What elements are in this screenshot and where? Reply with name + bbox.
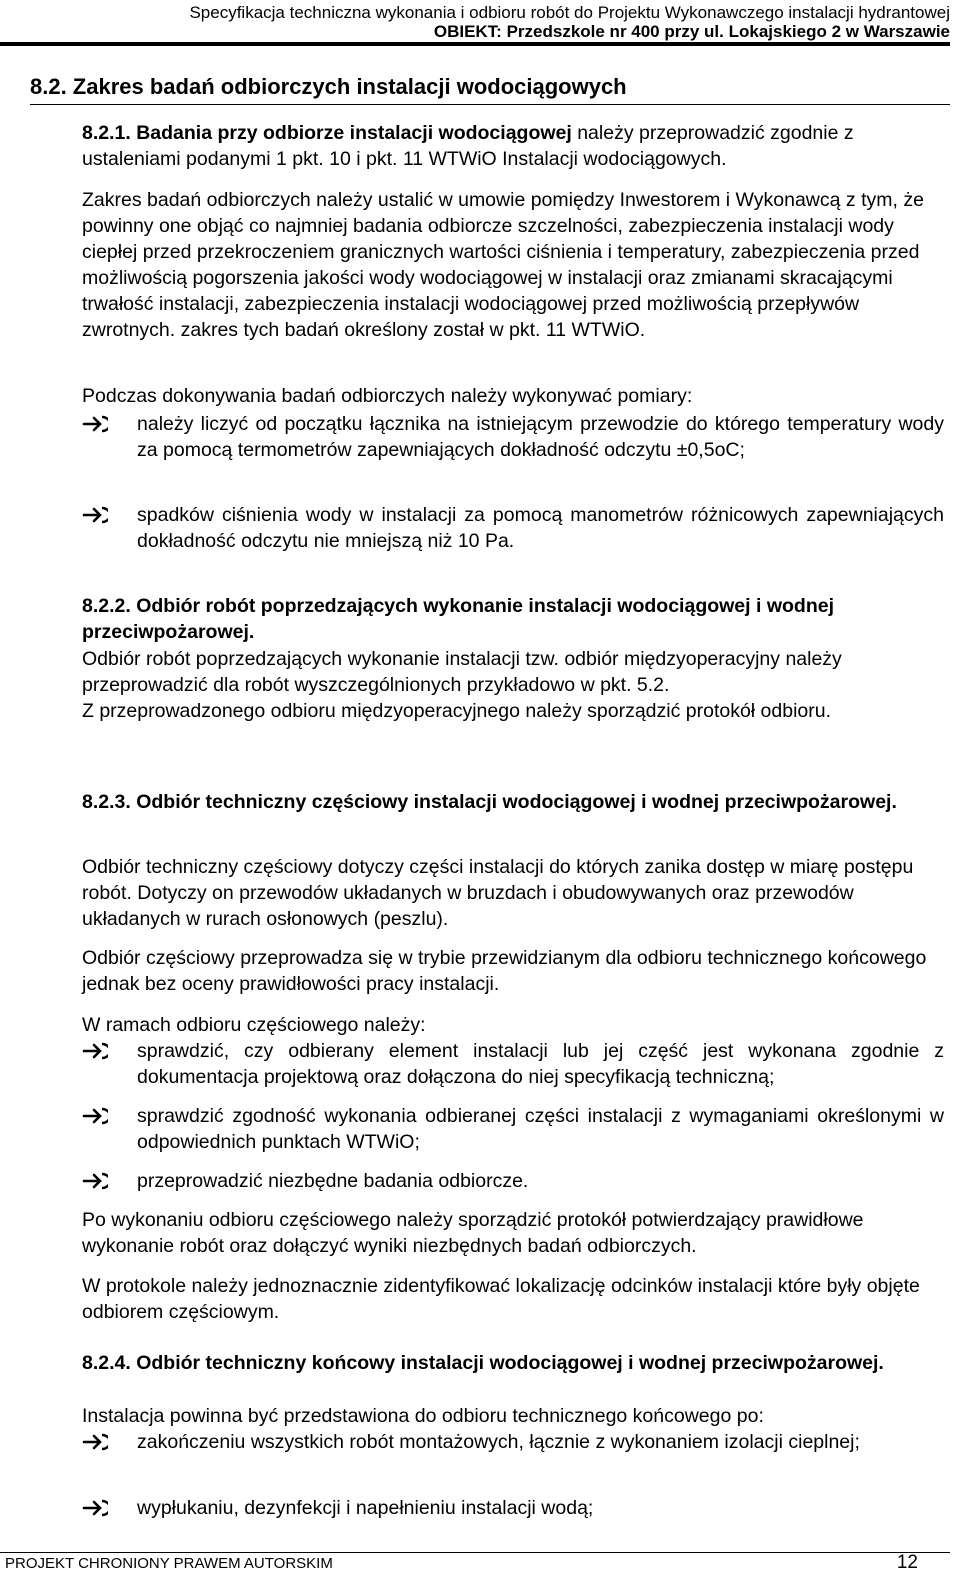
page-number: 12	[896, 1552, 918, 1573]
list-item	[82, 1495, 944, 1521]
s823-paragraph-3: W ramach odbioru częściowego należy:	[82, 1014, 426, 1036]
s821-paragraph-1: Zakres badań odbiorczych należy ustalić w umowie pomiędzy Inwestorem i Wykonawcą z tym, że powinny one objąć co najmniej badania odbiorcze szczelności, zabezpieczenia instalacji wody ciepłej przed przekroczeniem granicznych wartości ciśnienia i temperatury, zabezpieczenia przed możliwością pogorszenia jakości wody wodociągowej w instalacji oraz zmianami skracającymi trwałość instalacji, zabezpieczenia instalacji wodociągowej przed możliwością przepływów zwrotnych. zakres tych badań określony został w pkt. 11 WTWiO.	[82, 189, 924, 341]
list-item-text: należy liczyć od początku łącznika na istniejącym przewodzie do którego temperatury wody za pomocą termometrów zapewniających dokładność odczytu ±0,5oC;	[137, 413, 944, 461]
arrow-bullet-icon	[82, 415, 108, 433]
list-item-text: spadków ciśnienia wody w instalacji za pomocą manometrów różnicowych zapewniających dokładność odczytu nie mniejszą niż 10 Pa.	[137, 504, 944, 552]
s821-intro-text: należy przeprowadzić zgodnie z ustaleniami podanymi 1 pkt. 10 i pkt. 11 WTWiO Instalacji wodociągowych.	[82, 122, 854, 170]
list-item-text: sprawdzić zgodność wykonania odbieranej części instalacji z wymaganiami określonymi w odpowiednich punktach WTWiO;	[137, 1105, 944, 1153]
section-title: 8.2. Zakres badań odbiorczych instalacji wodociągowych	[30, 74, 627, 99]
arrow-bullet-icon	[82, 1107, 108, 1125]
arrow-bullet-icon	[82, 1172, 108, 1190]
s824-heading: 8.2.4. Odbiór techniczny końcowy instalacji wodociągowej i wodnej przeciwpożarowej.	[82, 1352, 884, 1374]
header-object-name: OBIEKT: Przedszkole nr 400 przy ul. Lokajskiego 2 w Warszawie	[433, 22, 950, 41]
section-divider	[30, 104, 950, 105]
s823-heading: 8.2.3. Odbiór techniczny częściowy instalacji wodociągowej i wodnej przeciwpożarowej.	[82, 791, 897, 813]
list-item	[82, 411, 944, 463]
footer-divider	[0, 1552, 950, 1553]
s823-paragraph-2: Odbiór częściowy przeprowadza się w trybie przewidzianym dla odbioru technicznego końcowego jednak bez oceny prawidłowości pracy instalacji.	[82, 947, 927, 995]
header-divider	[0, 42, 950, 46]
header-document-title: Specyfikacja techniczna wykonania i odbioru robót do Projektu Wykonawczego instalacji hydrantowej	[189, 3, 950, 22]
list-item-text: zakończeniu wszystkich robót montażowych, łącznie z wykonaniem izolacji cieplnej;	[137, 1431, 860, 1453]
footer-copyright: PROJEKT CHRONIONY PRAWEM AUTORSKIM	[5, 1555, 333, 1572]
list-item	[82, 1038, 944, 1090]
s823-paragraph-5: W protokole należy jednoznacznie zidentyfikować lokalizację odcinków instalacji które były objęte odbiorem częściowym.	[82, 1275, 920, 1323]
s822-heading: 8.2.2. Odbiór robót poprzedzających wykonanie instalacji wodociągowej i wodnej przeciwpożarowej.	[82, 595, 834, 643]
arrow-bullet-icon	[82, 1042, 108, 1060]
s823-paragraph-1: Odbiór techniczny częściowy dotyczy części instalacji do których zanika dostęp w miarę postępu robót. Dotyczy on przewodów układanych w bruzdach i obudowywanych oraz przewodów układanych w rurach osłonowych (peszlu).	[82, 856, 914, 930]
s821-paragraph-2: Podczas dokonywania badań odbiorczych należy wykonywać pomiary:	[82, 385, 693, 407]
list-item-text: wypłukaniu, dezynfekcji i napełnieniu instalacji wodą;	[137, 1497, 594, 1519]
list-item	[82, 1168, 944, 1194]
s823-paragraph-4: Po wykonaniu odbioru częściowego należy sporządzić protokół potwierdzający prawidłowe wykonanie robót oraz dołączyć wyniki niezbędnych badań odbiorczych.	[82, 1209, 864, 1257]
list-item	[82, 1103, 944, 1155]
s821-heading: 8.2.1. Badania przy odbiorze instalacji wodociągowej	[82, 122, 572, 144]
list-item-text: przeprowadzić niezbędne badania odbiorcze.	[137, 1170, 529, 1192]
s822-paragraph-2: Z przeprowadzonego odbioru międzyoperacyjnego należy sporządzić protokół odbioru.	[82, 700, 832, 722]
s824-paragraph-1: Instalacja powinna być przedstawiona do odbioru technicznego końcowego po:	[82, 1405, 764, 1427]
list-item-text: sprawdzić, czy odbierany element instalacji lub jej część jest wykonana zgodnie z dokumentacja projektową oraz dołączona do niej specyfikacją techniczną;	[137, 1040, 944, 1088]
arrow-bullet-icon	[82, 506, 108, 524]
list-item	[82, 502, 944, 554]
arrow-bullet-icon	[82, 1499, 108, 1517]
list-item	[82, 1429, 944, 1455]
s822-paragraph-1: Odbiór robót poprzedzających wykonanie instalacji tzw. odbiór międzyoperacyjny należy przeprowadzić dla robót wyszczególnionych przykładowo w pkt. 5.2.	[82, 648, 842, 696]
arrow-bullet-icon	[82, 1433, 108, 1451]
s821-intro	[82, 120, 944, 172]
